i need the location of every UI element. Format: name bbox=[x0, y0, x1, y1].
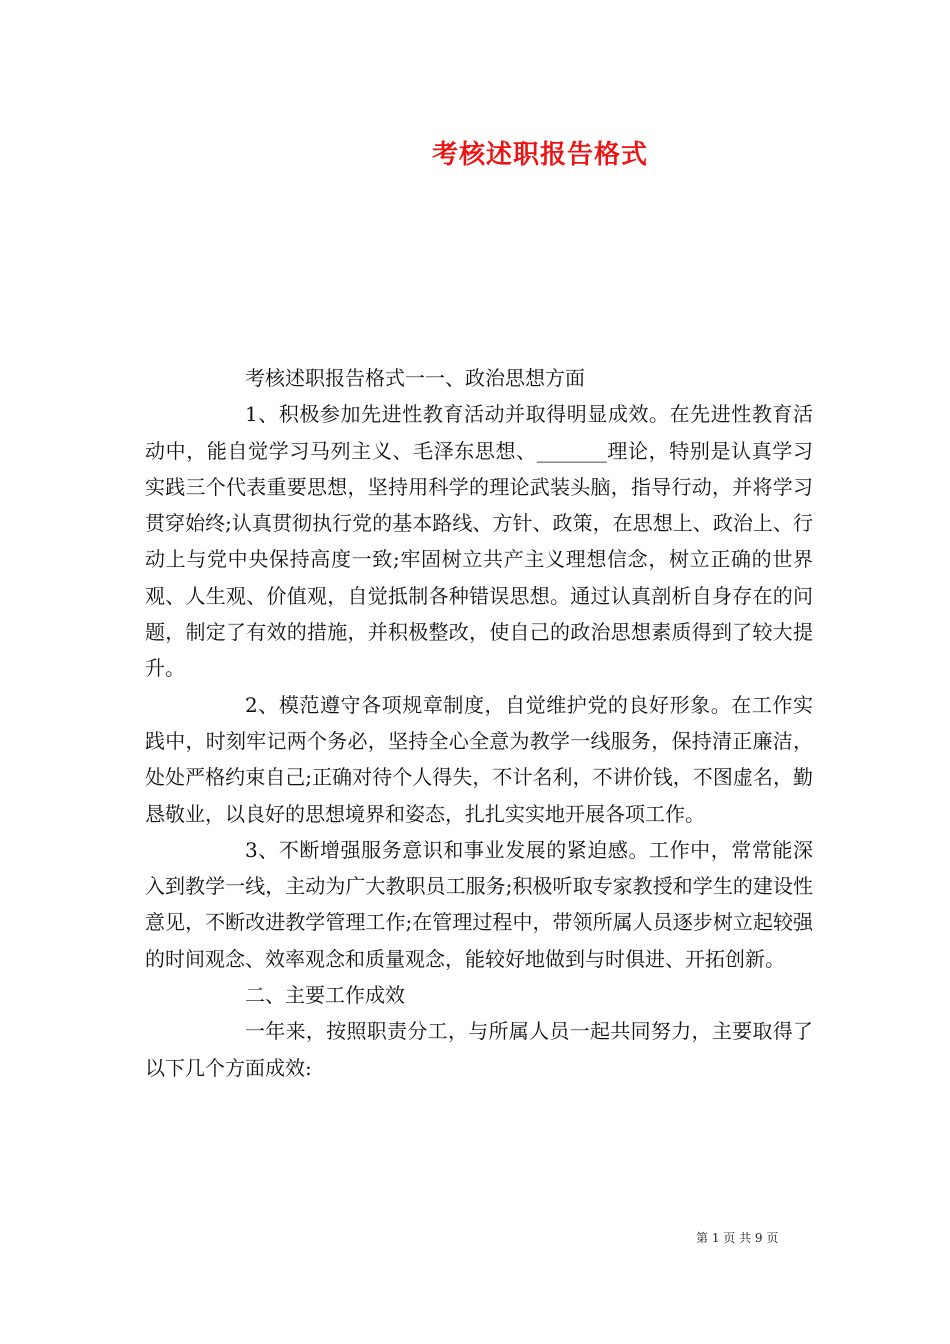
paragraph-1: 1、积极参加先进性教育活动并取得明显成效。在先进性教育活动中，能自觉学习马列主义、毛泽东思想、_______理论，特别是认真学习实践三个代表重要思想，坚持用科学的理论武装头脑，指导行动，并将学习贯穿始终;认真贯彻执行党的基本路线、方针、政策，在思想上、政治上、行动上与党中央保持高度一致;牢固树立共产主义理想信念，树立正确的世界观、人生观、价值观，自觉抵制各种错误思想。通过认真剖析自身存在的问题，制定了有效的措施，并积极整改，使自己的政治思想素质得到了较大提升。 bbox=[145, 402, 813, 681]
section-heading-achievements: 二、主要工作成效 bbox=[245, 983, 405, 1008]
page-footer: 第 1 页 共 9 页 bbox=[696, 1231, 779, 1245]
paragraph-4: 一年来，按照职责分工，与所属人员一起共同努力，主要取得了以下几个方面成效: bbox=[145, 1019, 813, 1080]
document-title: 考核述职报告格式 bbox=[431, 140, 648, 170]
paragraph-2: 2、模范遵守各项规章制度，自觉维护党的良好形象。在工作实践中，时刻牢记两个务必，坚持全心全意为教学一线服务，保持清正廉洁，处处严格约束自己;正确对待个人得失，不计名利，不讲价钱，不图虚名，勤恳敬业，以良好的思想境界和姿态，扎扎实实地开展各项工作。 bbox=[145, 692, 813, 826]
paragraph-3: 3、不断增强服务意识和事业发展的紧迫感。工作中，常常能深入到教学一线，主动为广大教职员工服务;积极听取专家教授和学生的建设性意见，不断改进教学管理工作;在管理过程中，带领所属人员逐步树立起较强的时间观念、效率观念和质量观念，能较好地做到与时俱进、开拓创新。 bbox=[145, 837, 813, 971]
section-heading-political: 考核述职报告格式一一、政治思想方面 bbox=[245, 366, 585, 390]
document-body bbox=[145, 360, 813, 1086]
